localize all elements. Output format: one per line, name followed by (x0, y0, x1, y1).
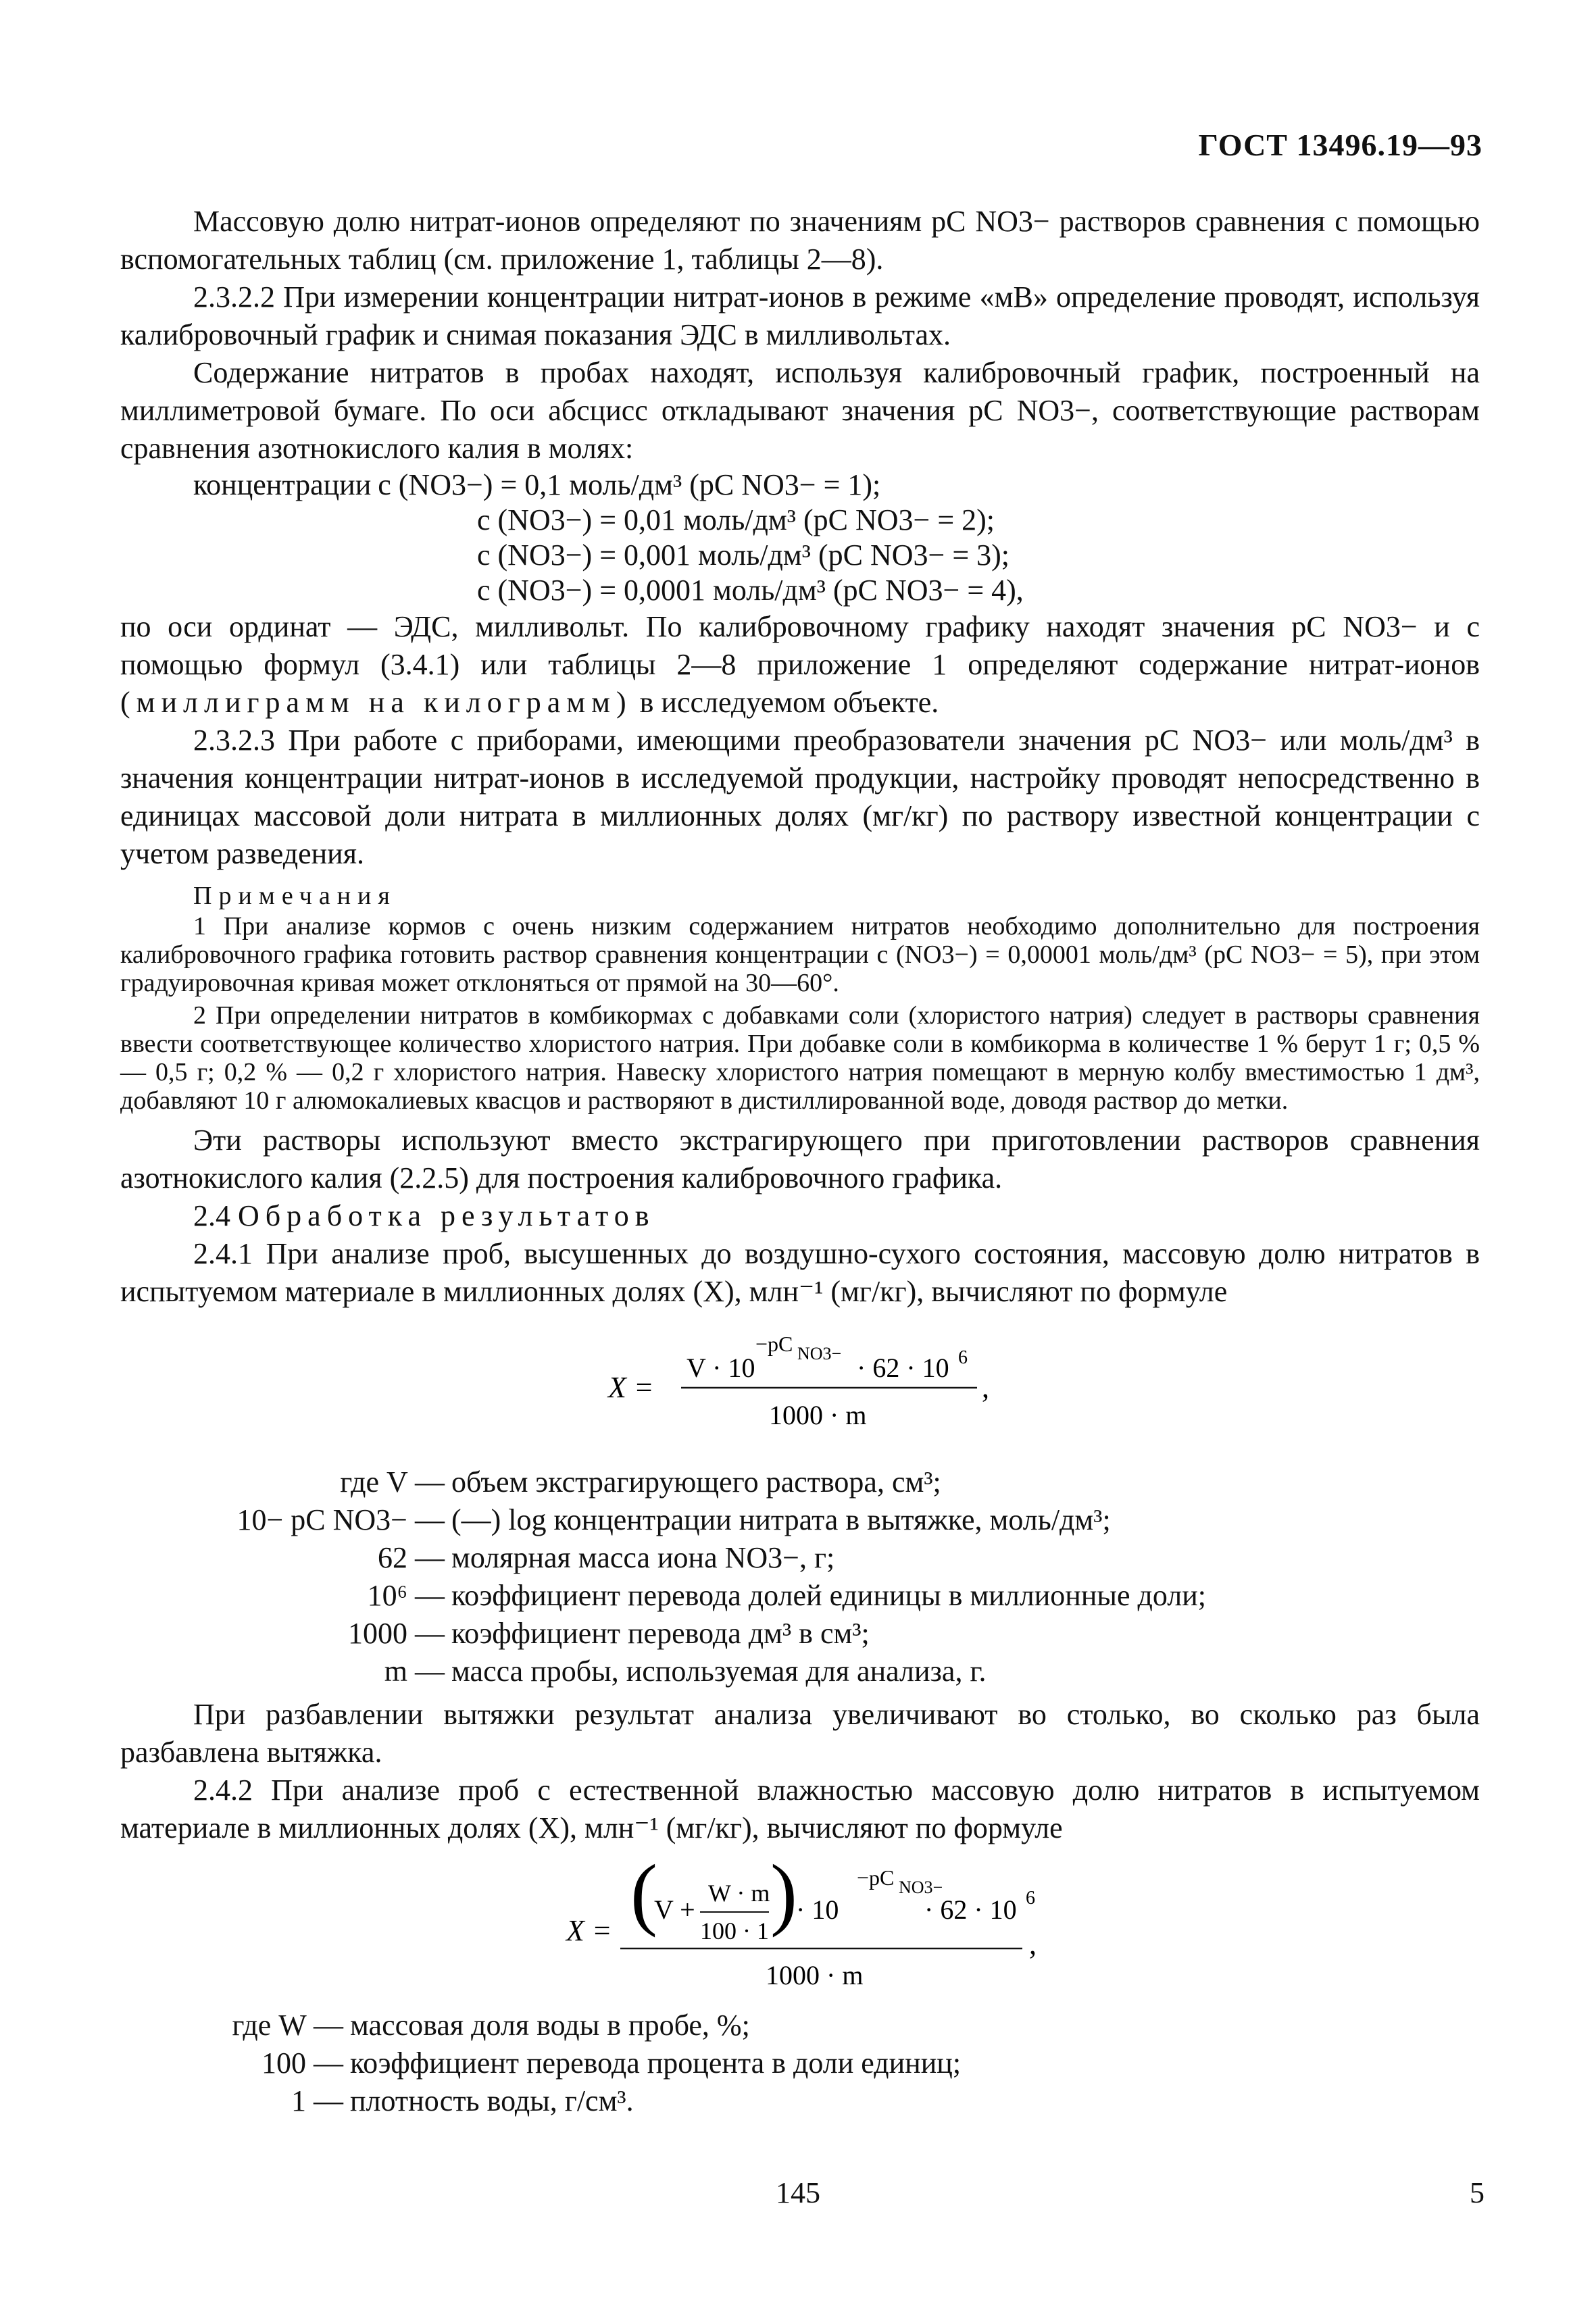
definition-row: 1000 — коэффициент перевода дм³ в см³; (348, 1617, 870, 1650)
formula-trail: , (1029, 1928, 1037, 1961)
paragraph: Содержание нитратов в пробах находят, используя калибровочный график, построенный на миллиметровой бумаге. По оси абсцисс откладывают значения pC NO3−, соответствующие растворам сравнения азотнокислого калия в молях: (120, 356, 1480, 465)
definitions-1 (120, 1463, 1480, 1690)
formula-lhs: X = (608, 1371, 654, 1404)
formula-exponent-sub: NO3− (899, 1878, 943, 1897)
formula-rest: · 62 · 10 (924, 1894, 1017, 1925)
formula-exponent-sub: NO3− (797, 1344, 842, 1363)
formula-v-plus: V + (654, 1894, 695, 1925)
concentration-line: концентрации c (NO3−) = 0,1 моль/дм³ (pC NO3− = 1); (193, 468, 881, 501)
page-number-center: 145 (776, 2176, 820, 2209)
section-heading: 2.4 Обработка результатов (193, 1199, 655, 1232)
paragraph: Массовую долю нитрат-ионов определяют по значениям pC NO3− растворов сравнения с помощью вспомогательных таблиц (см. приложение 1, таблицы 2—8). (120, 205, 1480, 276)
paragraph: 2.3.2.2 При измерении концентрации нитрат-ионов в режиме «мВ» определение проводят, используя калибровочный график и снимая показания ЭДС в милливольтах. (120, 280, 1480, 351)
definition-row: 62 — молярная масса иона NO3−, г; (378, 1541, 835, 1574)
concentration-line: c (NO3−) = 0,01 моль/дм³ (pC NO3− = 2); (477, 503, 995, 536)
note-2: 2 При определении нитратов в комбикормах с добавками соли (хлористого натрия) следует в растворы сравнения ввести соответствующее количество хлористого натрия. При добавке соли в комбикорма в количестве 1 % берут 1 г; 0,5 % — 0,5 г; 0,2 % — 0,2 г хлористого натрия. Навеску хлористого натрия помещают в мерную колбу вместимостью 1 дм³, добавляют 10 г алюмокалиевых квасцов и растворяют в дистиллированной воде, доводя раствор до метки. (120, 1001, 1480, 1115)
formula-denominator: 1000 · m (769, 1400, 867, 1430)
paragraph: 2.3.2.3 При работе с приборами, имеющими преобразователи значения pC NO3− или моль/дм³ в значения концентрации нитрат-ионов в исследуемой продукции, настройку проводят непосредственно в единицах массовой доли нитрата в миллионных долях (мг/кг) по раствору известной концентрации с учетом разведения. (120, 724, 1480, 870)
paragraph: 2.4.1 При анализе проб, высушенных до воздушно-сухого состояния, массовую долю нитратов в испытуемом материале в миллионных долях (X), млн⁻¹ (мг/кг), вычисляют по формуле (120, 1237, 1480, 1308)
note-1: 1 При анализе кормов с очень низким содержанием нитратов необходимо дополнительно для построения калибровочного графика готовить раствор сравнения концентрации c (NO3−) = 0,00001 моль/дм³ (pC NO3− = 5), при этом градуировочная кривая может отклоняться от прямой на 30—60°. (120, 912, 1480, 997)
formula-trail: , (982, 1371, 989, 1404)
paragraph: 2.4.2 При анализе проб с естественной влажностью массовую долю нитратов в испытуемом материале в миллионных долях (X), млн⁻¹ (мг/кг), вычисляют по формуле (120, 1774, 1480, 1844)
formula-2 (120, 1859, 1480, 1994)
formula-ten: · 10 (796, 1894, 839, 1925)
document-body (120, 203, 1480, 2126)
definition-row: 1 — плотность воды, г/см³. (291, 2084, 634, 2117)
definition-row: 10⁶ — коэффициент перевода долей единицы в миллионные доли; (367, 1579, 1207, 1612)
formula-numerator-v: V · 10 (687, 1353, 755, 1383)
formula-1 (120, 1323, 1480, 1451)
formula-numerator-rest: · 62 · 10 (857, 1353, 949, 1383)
concentration-line: c (NO3−) = 0,0001 моль/дм³ (pC NO3− = 4), (477, 574, 1024, 607)
paragraph: При разбавлении вытяжки результат анализа увеличивают во столько, во сколько раз была разбавлена вытяжка. (120, 1698, 1480, 1769)
definitions-2 (120, 2007, 1480, 2120)
page-number-right: 5 (1470, 2176, 1485, 2209)
definition-row: m — масса пробы, используемая для анализа, г. (384, 1655, 987, 1688)
document-header: ГОСТ 13496.19—93 (1198, 128, 1482, 162)
right-paren: ) (770, 1859, 797, 1938)
formula-exponent: −pC (857, 1865, 895, 1890)
definition-row: где W — массовая доля воды в пробе, %; (232, 2009, 750, 2042)
paragraph: по оси ординат — ЭДС, милливольт. По калибровочному графику находят значения pC NO3− и с помощью формул (3.4.1) или таблицы 2—8 приложение 1 определяют содержание нитрат-ионов (миллиграмм на килограмм) в исследуемом объекте. (120, 610, 1480, 719)
notes-heading: Примечания (193, 882, 397, 910)
definition-row: 100 — коэффициент перевода процента в доли единиц; (261, 2046, 962, 2080)
definition-row: 10− pC NO3− — (—) log концентрации нитрата в вытяжке, моль/дм³; (236, 1503, 1111, 1536)
formula-denominator: 1000 · m (766, 1960, 864, 1990)
concentration-line: c (NO3−) = 0,001 моль/дм³ (pC NO3− = 3); (477, 538, 1010, 572)
formula-lhs: X = (566, 1914, 612, 1947)
formula-rest-sup: 6 (1026, 1888, 1035, 1909)
formula-numerator-sup: 6 (958, 1347, 968, 1368)
formula-inner-num: W · m (708, 1880, 770, 1907)
left-paren: ( (630, 1859, 657, 1938)
paragraph: Эти растворы используют вместо экстрагирующего при приготовлении растворов сравнения азотнокислого калия (2.2.5) для построения калибровочного графика. (120, 1124, 1480, 1194)
definition-row: где V — объем экстрагирующего раствора, см³; (340, 1465, 941, 1499)
formula-inner-den: 100 · 1 (700, 1917, 769, 1944)
formula-exponent: −pC (755, 1332, 793, 1356)
